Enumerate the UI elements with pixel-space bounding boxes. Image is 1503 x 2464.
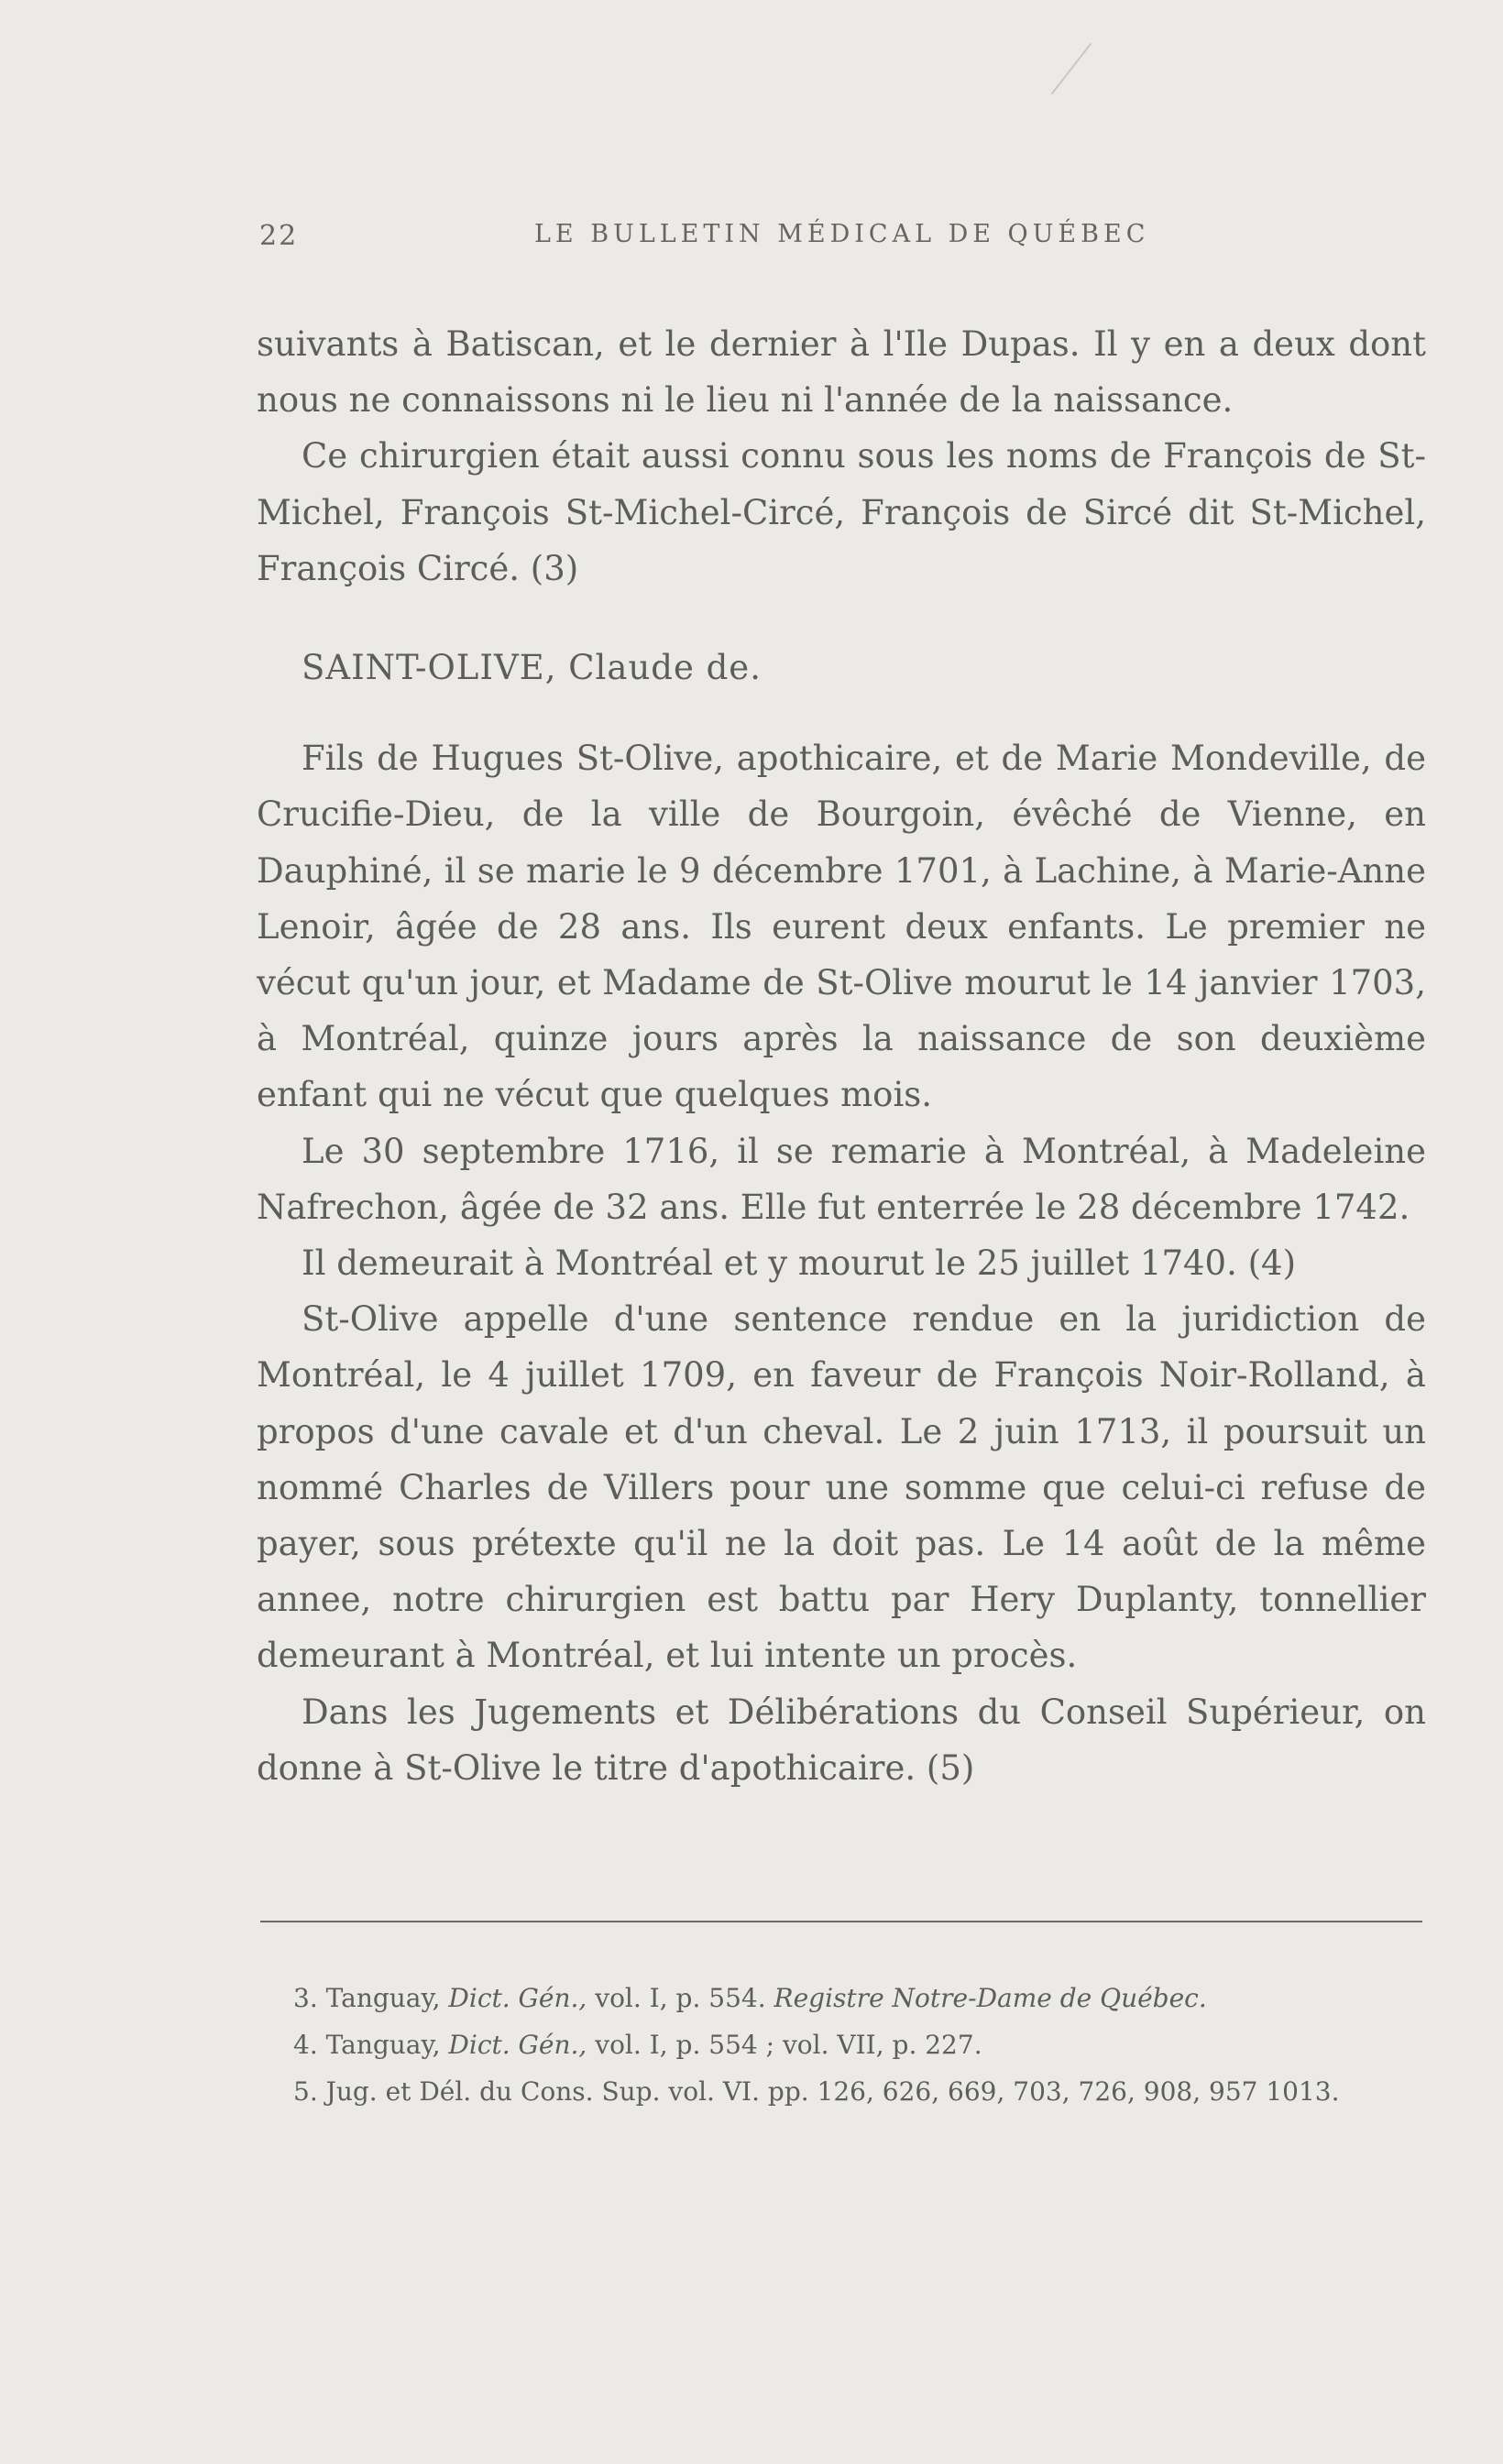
footnotes xyxy=(260,1975,1426,2115)
footnote-author: Tanguay, xyxy=(325,2030,441,2060)
footnote-5 xyxy=(260,2068,1426,2115)
body-text xyxy=(257,316,1426,1796)
footnote-reference: vol. I, p. 554 ; vol. VII, p. 227. xyxy=(595,2030,982,2060)
footnote-work: Dict. Gén., xyxy=(448,1983,587,2013)
footnote-number: 3. xyxy=(293,1983,318,2013)
journal-title: LE BULLETIN MÉDICAL DE QUÉBEC xyxy=(534,220,1150,248)
paragraph-intro-continued: suivants à Batiscan, et le dernier à l'Ile Dupas. Il y en a deux dont nous ne connaissons ni le lieu ni l'année de la naissance. xyxy=(257,324,1426,421)
paragraph-apothecary: Dans les Jugements et Délibérations du Conseil Supérieur, on donne à St-Olive le titre d'apothicaire. (5) xyxy=(257,1692,1426,1788)
page-number: 22 xyxy=(259,220,299,252)
section-heading: SAINT-OLIVE, Claude de. xyxy=(302,648,762,688)
paragraph-parents: Fils de Hugues St-Olive, apothicaire, et de Marie Mondeville, de Crucifie-Dieu, de la ville de Bourgoin, évêché de Vienne, en Dauphiné, il se marie le 9 décembre 1701, à Lachine, à Marie-Anne Lenoir, âgée de 28 ans. Ils eurent deux enfants. Le premier ne vécut qu'un jour, et Madame de St-Olive mourut le 14 janvier 1703, à Montréal, quinze jours après la naissance de son deuxième enfant qui ne vécut que quelques mois. xyxy=(257,739,1426,1115)
footnote-reference: vol. I, p. 554. xyxy=(595,1983,766,2013)
footnote-text: Jug. et Dél. du Cons. Sup. vol. VI. pp. 126, 626, 669, 703, 726, 908, 957 1013. xyxy=(325,2076,1340,2107)
footnote-author: Tanguay, xyxy=(325,1983,441,2013)
paragraph-death: Il demeurait à Montréal et y mourut le 25 juillet 1740. (4) xyxy=(302,1243,1297,1284)
paragraph-lawsuits: St-Olive appelle d'une sentence rendue en la juridiction de Montréal, le 4 juillet 1709, en faveur de François Noir-Rolland, à propos d'une cavale et d'un cheval. Le 2 juin 1713, il poursuit un nommé Charles de Villers pour une somme que celui-ci refuse de payer, sous prétexte qu'il ne la doit pas. Le 14 août de la même annee, notre chirurgien est battu par Hery Duplanty, tonnellier demeurant à Montréal, et lui intente un procès. xyxy=(257,1299,1426,1676)
footnote-number: 5. xyxy=(293,2076,318,2107)
footnote-register: Registre Notre-Dame de Québec. xyxy=(773,1983,1207,2013)
footnote-divider xyxy=(260,1921,1422,1922)
running-head xyxy=(259,220,1426,257)
footnote-3 xyxy=(260,1975,1426,2021)
footnote-work: Dict. Gén., xyxy=(448,2030,587,2060)
paragraph-surgeon-names: Ce chirurgien était aussi connu sous les noms de François de St-Michel, François St-Michel-Circé, François de Sircé dit St-Michel, François Circé. (3) xyxy=(257,436,1426,588)
pencil-mark xyxy=(1051,43,1092,94)
footnote-4 xyxy=(260,2021,1426,2068)
footnote-number: 4. xyxy=(293,2030,318,2060)
paragraph-remarriage: Le 30 septembre 1716, il se remarie à Montréal, à Madeleine Nafrechon, âgée de 32 ans. Elle fut enterrée le 28 décembre 1742. xyxy=(257,1131,1426,1227)
